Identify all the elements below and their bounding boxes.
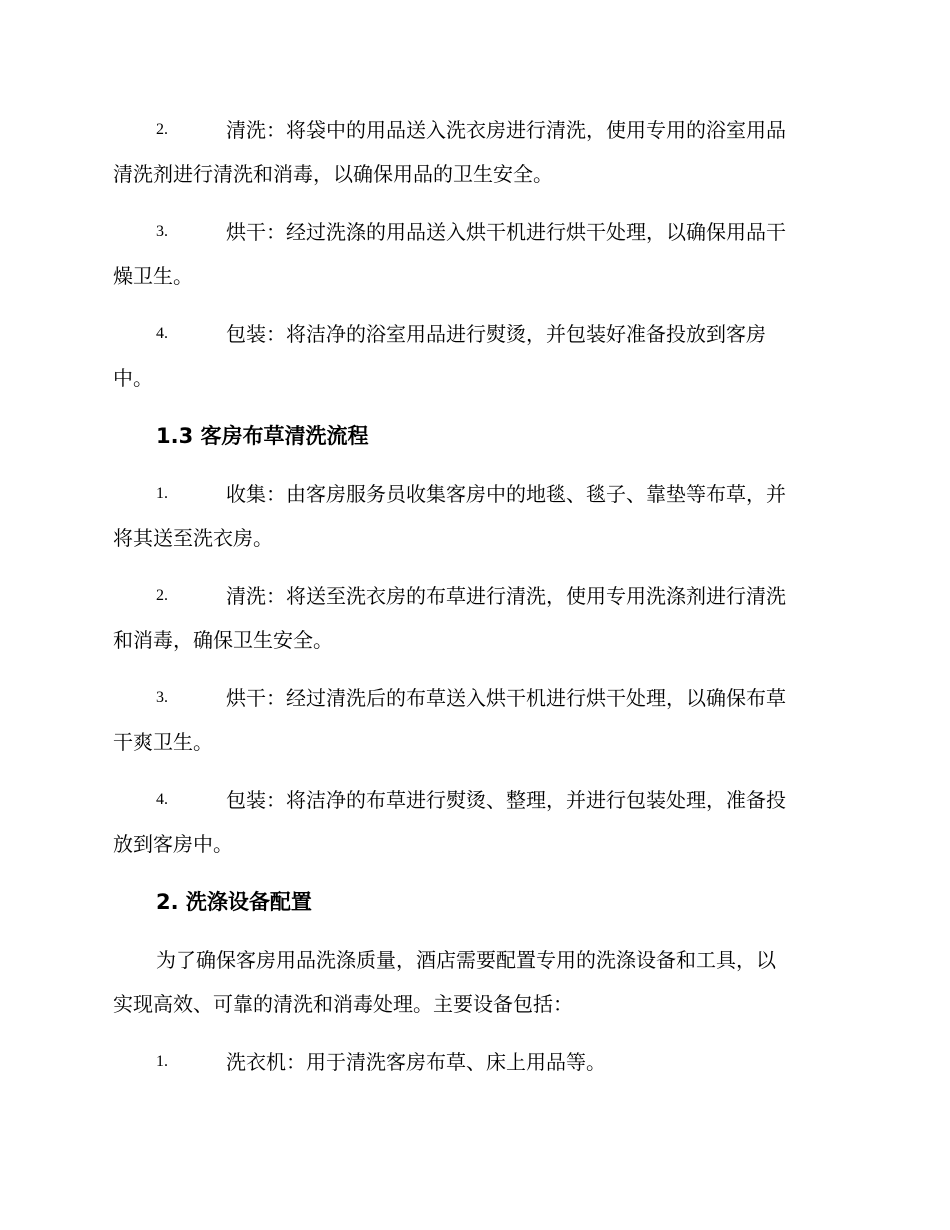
list-text: 收集：由客房服务员收集客房中的地毯、毯子、靠垫等布草，并 [226,482,786,506]
list-text-continued: 将其送至洗衣房。 [113,526,273,550]
list-item [113,582,833,654]
list-text-continued: 放到客房中。 [113,832,233,856]
list-item [113,480,833,552]
list-number: 2. [156,587,168,604]
list-number: 1. [156,485,168,502]
body-paragraph [113,946,833,1018]
list-text-continued: 干爽卫生。 [113,730,213,754]
section-heading: 2. 洗涤设备配置 [156,890,312,914]
list-text-continued: 中。 [113,366,153,390]
list-text-continued: 清洗剂进行清洗和消毒，以确保用品的卫生安全。 [113,162,553,186]
list-number: 2. [156,121,168,138]
list-item [113,684,833,756]
list-text: 包装：将洁净的布草进行熨烫、整理，并进行包装处理，准备投 [226,788,786,812]
list-text: 清洗：将送至洗衣房的布草进行清洗，使用专用洗涤剂进行清洗 [226,584,786,608]
list-number: 3. [156,223,168,240]
list-item [113,116,833,188]
list-text: 烘干：经过清洗后的布草送入烘干机进行烘干处理，以确保布草 [226,686,786,710]
list-number: 4. [156,325,168,342]
list-text: 洗衣机：用于清洗客房布草、床上用品等。 [226,1050,606,1074]
list-text: 烘干：经过洗涤的用品送入烘干机进行烘干处理，以确保用品干 [226,220,786,244]
list-item [113,786,833,858]
paragraph-line: 为了确保客房用品洗涤质量，酒店需要配置专用的洗涤设备和工具，以 [156,948,776,972]
list-item [113,1048,833,1092]
list-text: 包装：将洁净的浴室用品进行熨烫，并包装好准备投放到客房 [226,322,766,346]
paragraph-line: 实现高效、可靠的清洗和消毒处理。主要设备包括： [113,992,573,1016]
list-number: 1. [156,1053,168,1070]
list-number: 3. [156,689,168,706]
list-text: 清洗：将袋中的用品送入洗衣房进行清洗，使用专用的浴室用品 [226,118,786,142]
list-item [113,218,833,290]
list-text-continued: 和消毒，确保卫生安全。 [113,628,333,652]
list-item [113,320,833,392]
list-text-continued: 燥卫生。 [113,264,193,288]
section-heading: 1.3 客房布草清洗流程 [156,424,369,448]
list-number: 4. [156,791,168,808]
